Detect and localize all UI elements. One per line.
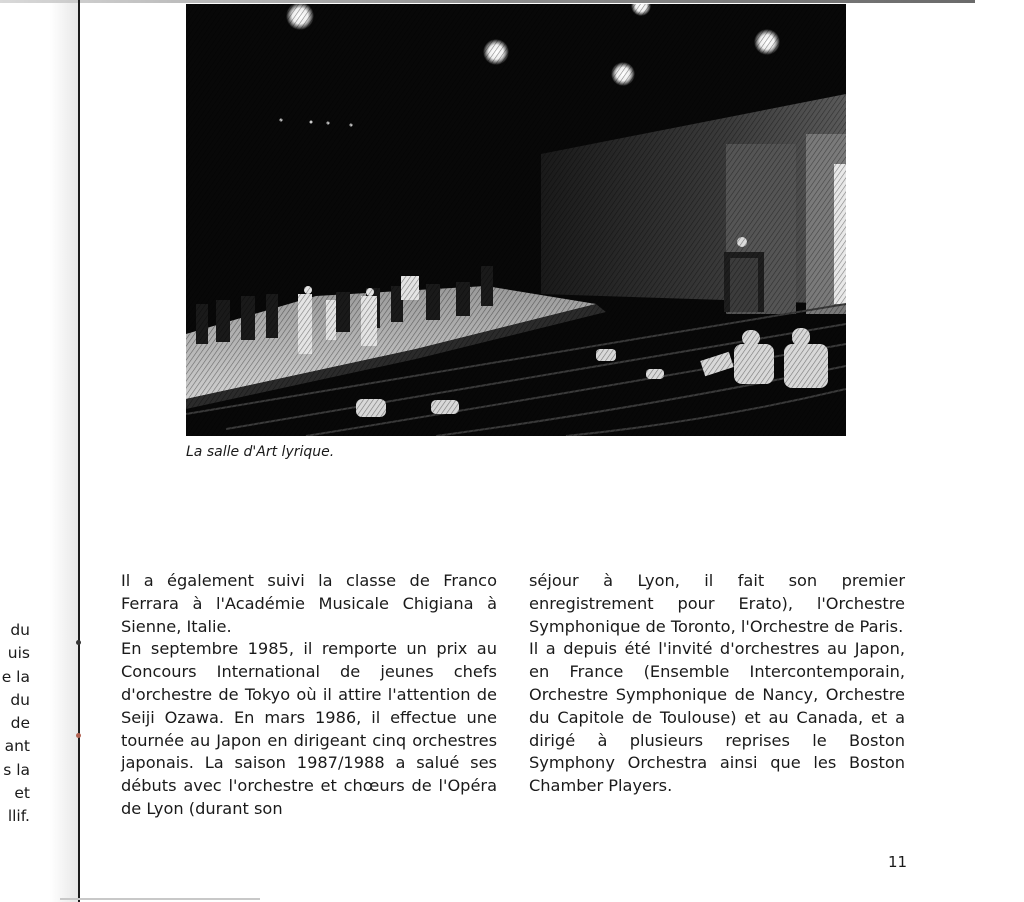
fragment-line: du: [10, 621, 30, 639]
page-top-edge: [0, 0, 975, 3]
left-page-text-fragment: [0, 619, 30, 829]
concert-hall-photo: [186, 4, 846, 436]
page-number: 11: [888, 853, 908, 871]
text-column-right: [529, 570, 905, 798]
fragment-line: uis: [7, 644, 30, 663]
spine-shadow: [50, 0, 80, 902]
fragment-line: e la: [1, 667, 30, 686]
fragment-line: du: [10, 690, 30, 709]
photo-caption: La salle d'Art lyrique.: [186, 444, 335, 460]
fragment-line: s la: [3, 760, 30, 779]
book-spine: [78, 0, 80, 902]
paragraph: En septembre 1985, il remporte un prix au Concours International de jeunes chefs d'orchestre de Tokyo où il attire l'attention de Seiji Ozawa. En mars 1986, il effectue une tournée au Japon en dirigeant cinq orchestres japonais. La saison 1987/1988 a salué ses débuts avec l'orchestre et chœurs de l'Opéra de Lyon (durant son: [121, 639, 497, 818]
paragraph: séjour à Lyon, il fait son premier enregistrement pour Erato), l'Orchestre Symphonique de Toronto, l'Orchestre de Paris.: [529, 571, 905, 636]
fragment-line: llif.: [7, 807, 30, 826]
fragment-line: ant: [4, 737, 30, 756]
text-column-left: [121, 570, 497, 821]
paragraph: Il a également suivi la classe de Franco Ferrara à l'Académie Musicale Chigiana à Sienne, Italie.: [121, 571, 497, 636]
paragraph: Il a depuis été l'invité d'orchestres au Japon, en France (Ensemble Intercontemporain, Orchestre Symphonique de Nancy, Orchestre du Capitole de Toulouse) et au Canada, et a dirigé à plusieurs reprises le Boston Symphony Orchestra ainsi que les Boston Chamber Players.: [529, 639, 905, 796]
spine-stitch: [76, 640, 81, 645]
fragment-line: de: [10, 714, 30, 733]
fragment-line: et: [14, 784, 30, 803]
page-bottom-edge: [60, 898, 260, 900]
spine-stitch: [76, 733, 81, 738]
